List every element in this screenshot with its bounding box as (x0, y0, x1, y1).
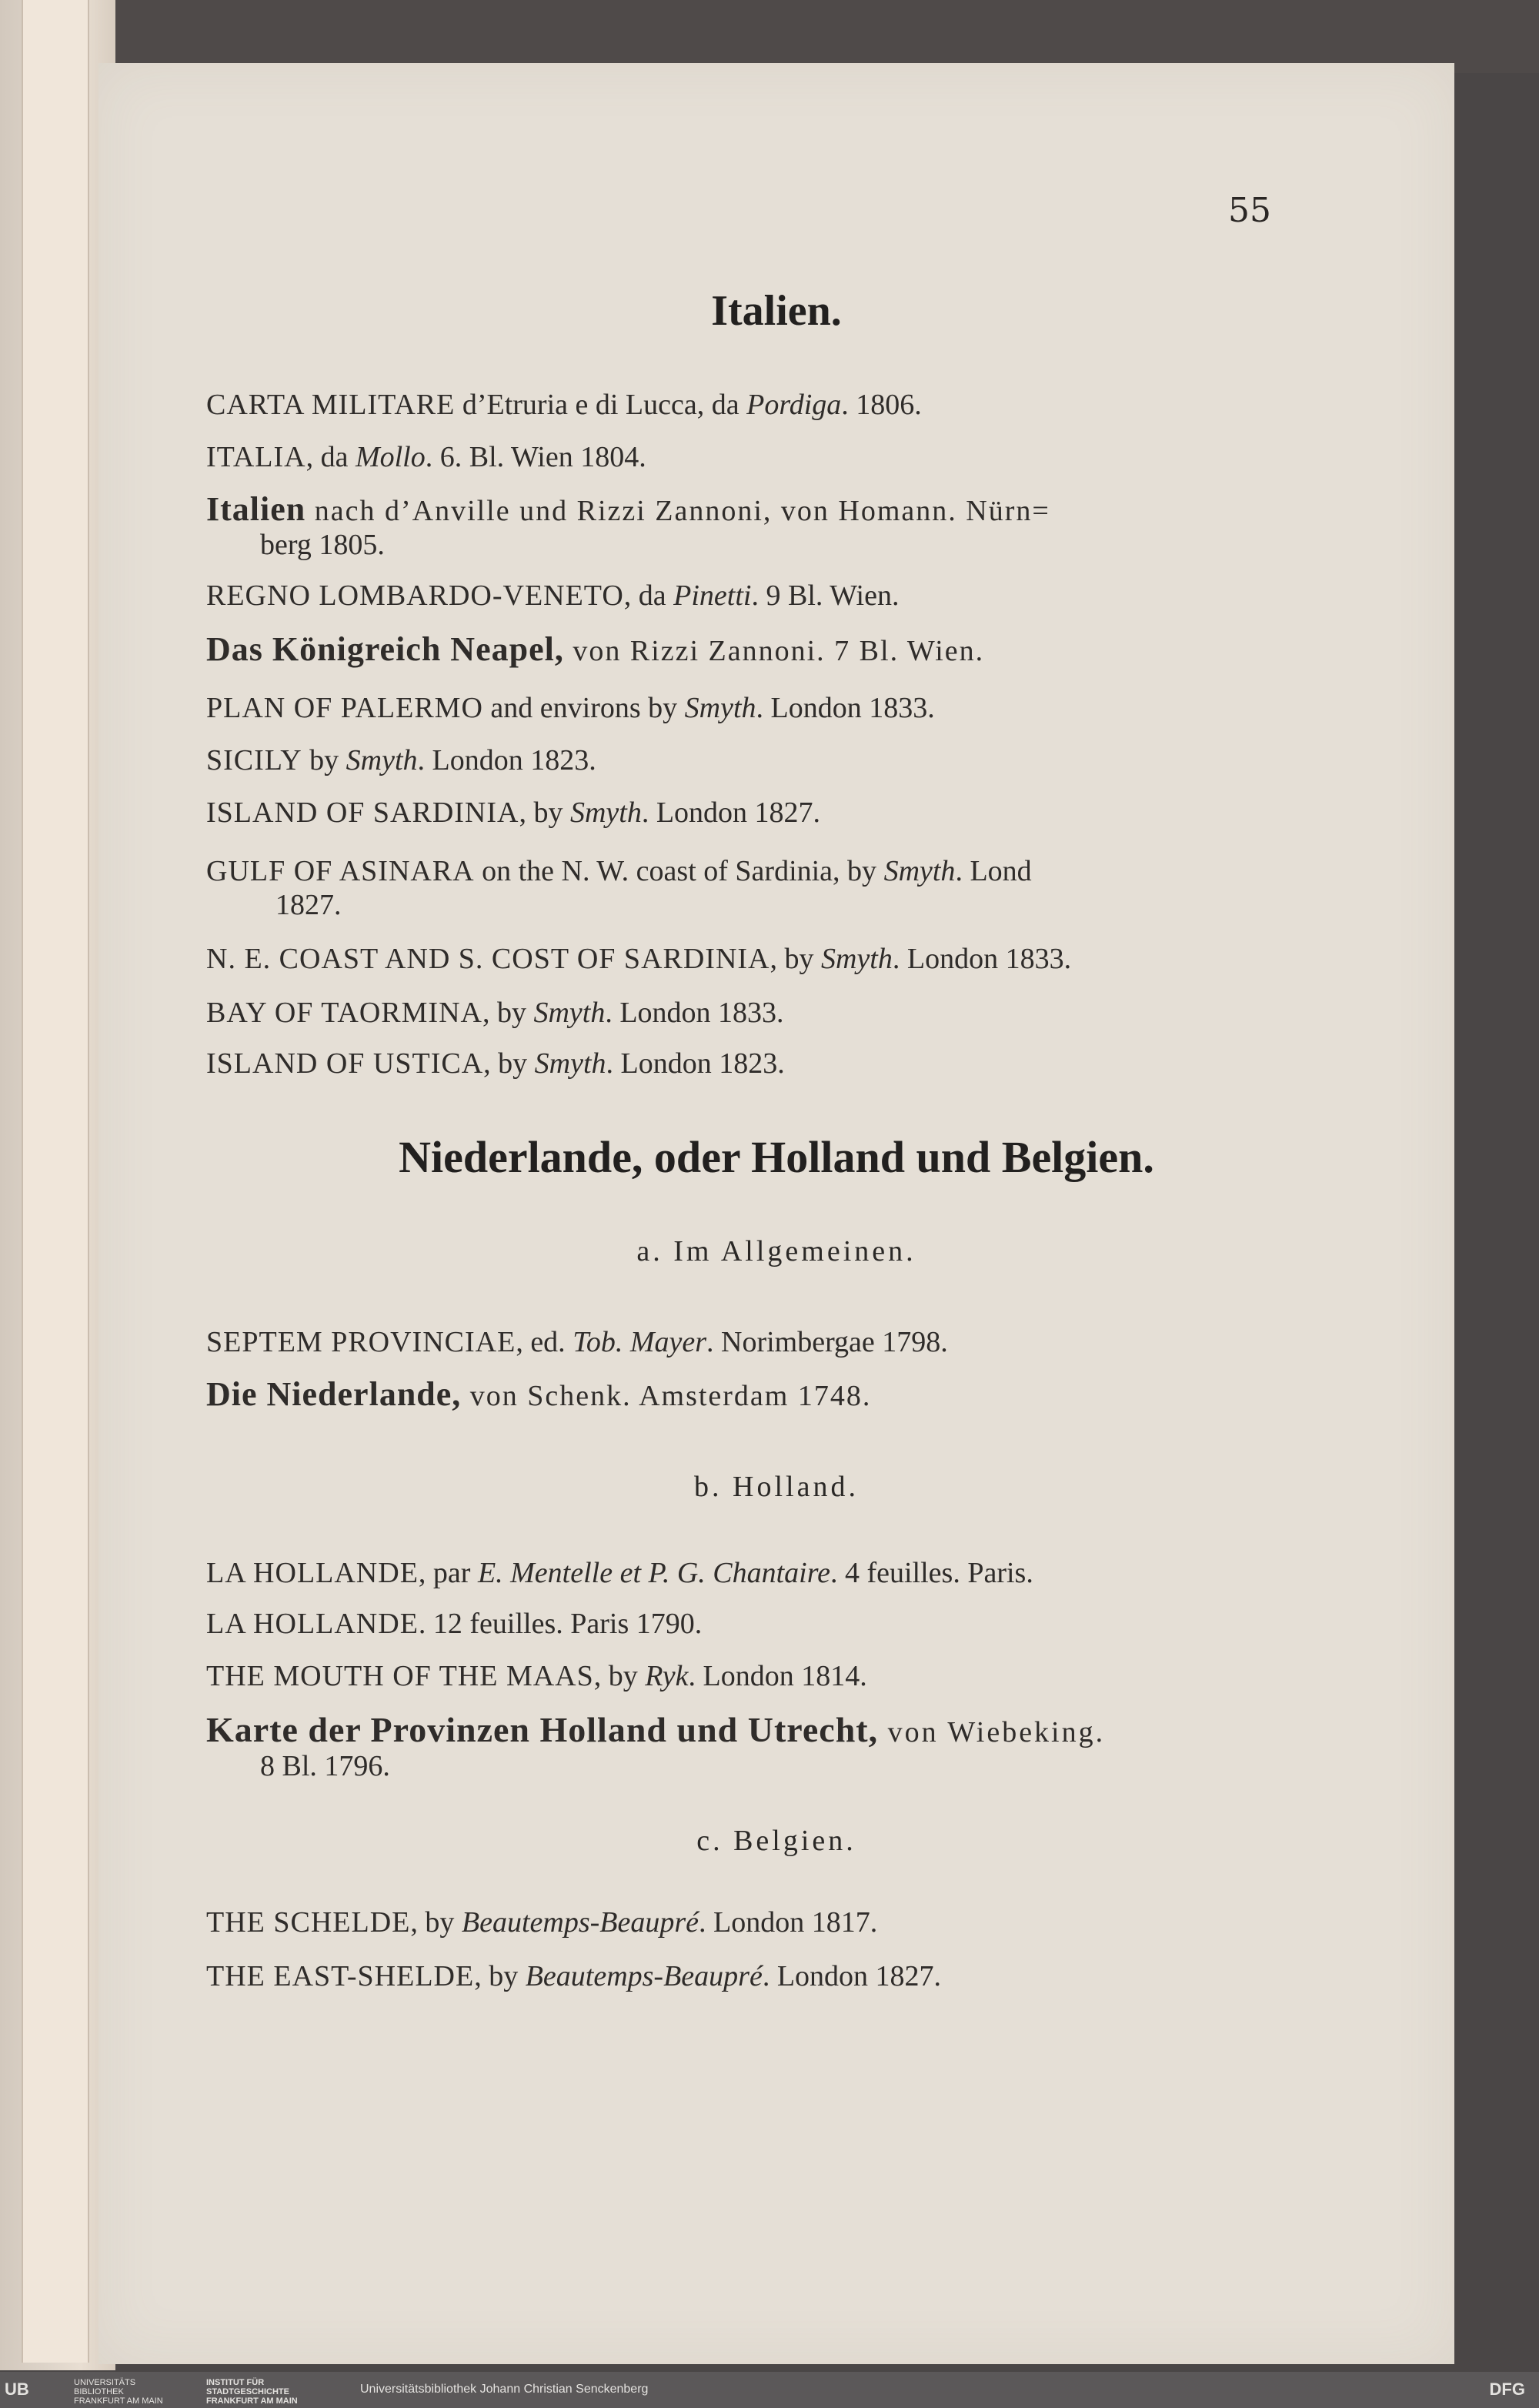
entry-text: , da (305, 441, 356, 473)
entry-text: nach d’Anville und Rizzi Zannoni, von Homann. Nürn= (305, 495, 1050, 527)
ub-logo-line: FRANKFURT AM MAIN (74, 2396, 163, 2406)
entry-sicily (206, 743, 1284, 777)
entry-text: by (302, 744, 346, 777)
ub-logo-text (74, 2378, 163, 2406)
entry-text: , by (519, 797, 570, 829)
entry-title: PLAN OF PALERMO (206, 692, 483, 724)
entry-the-schelde (206, 1905, 1284, 1939)
entry-title: REGNO LOMBARDO-VENETO (206, 579, 624, 612)
entry-author: Beautemps-Beaupré (461, 1906, 699, 1939)
entry-title: SEPTEM PROVINCIAE (206, 1326, 516, 1358)
entry-title: THE MOUTH OF THE MAAS (206, 1660, 594, 1692)
entry-title: ITALIA (206, 441, 306, 473)
entry-text: , ed. (516, 1326, 573, 1358)
entry-text: , by (482, 997, 534, 1029)
ub-logo-line: BIBLIOTHEK (74, 2387, 124, 2396)
library-name: Universitätsbibliothek Johann Christian Senckenberg (360, 2383, 649, 2396)
entry-title: LA HOLLANDE (206, 1557, 419, 1589)
entry-imprint: . 6. Bl. Wien 1804. (425, 441, 646, 473)
entry-ne-coast-sardinia (206, 942, 1284, 976)
entry-title: THE EAST-SHELDE (206, 1960, 475, 1992)
entry-author: Smyth (534, 1047, 606, 1080)
entry-imprint: . 4 feuilles. Paris. (830, 1557, 1033, 1589)
entry-continuation: 1827. (275, 889, 342, 921)
entry-title: SICILY (206, 744, 302, 777)
entry-imprint: . London 1833. (605, 997, 784, 1029)
section-title-italien: Italien. (711, 287, 842, 335)
entry-title: THE SCHELDE (206, 1906, 411, 1939)
institut-logo-text (206, 2378, 298, 2406)
entry-italia (206, 440, 1284, 474)
entry-text: , by (474, 1960, 526, 1992)
entry-la-hollande-1790 (206, 1607, 1284, 1641)
entry-title: LA HOLLANDE (206, 1608, 419, 1640)
entry-imprint: . London 1823. (417, 744, 596, 777)
entry-text: von Schenk. Amsterdam 1748. (461, 1380, 872, 1412)
entry-imprint: . London 1827. (641, 797, 821, 829)
entry-septem-provinciae (206, 1325, 1284, 1359)
institut-logo-line: STADTGESCHICHTE (206, 2387, 289, 2396)
entry-text: d’Etruria e di Lucca, da (455, 389, 747, 421)
entry-continuation: 8 Bl. 1796. (260, 1750, 390, 1782)
entry-imprint: . London 1814. (688, 1660, 867, 1692)
entry-title: CARTA MILITARE (206, 389, 456, 421)
entry-text: and environs by (482, 692, 685, 724)
dfg-logo: DFG (1489, 2380, 1525, 2399)
entry-mouth-of-the-maas (206, 1659, 1284, 1693)
entry-continuation: berg 1805. (260, 529, 385, 561)
entry-imprint: . 1806. (841, 389, 922, 421)
entry-author: Smyth (883, 855, 956, 887)
entry-title: Italien (206, 490, 306, 528)
entry-island-of-ustica (206, 1047, 1284, 1080)
entry-carta-militare (206, 388, 1284, 422)
entry-italien-homann (206, 490, 1284, 562)
entry-imprint: . Lond (955, 855, 1032, 887)
ub-logo-line: UNIVERSITÄTS (74, 2378, 136, 2387)
entry-gulf-of-asinara (206, 854, 1284, 922)
page-number: 55 (1228, 191, 1271, 230)
entry-imprint: . London 1817. (699, 1906, 878, 1939)
entry-title: Die Niederlande, (206, 1375, 462, 1413)
entry-title: ISLAND OF SARDINIA (206, 797, 519, 829)
entry-title: GULF OF ASINARA (206, 855, 475, 887)
entry-author: Smyth (821, 943, 893, 975)
entry-bay-of-taormina (206, 996, 1284, 1030)
entry-text: , by (593, 1660, 646, 1692)
left-page-strip (22, 0, 89, 2363)
entry-author: Mollo (355, 441, 426, 473)
entry-author: Smyth (684, 692, 756, 724)
entry-imprint: . London 1827. (762, 1960, 942, 1992)
entry-text: , da (623, 579, 674, 612)
entry-imprint: . London 1833. (756, 692, 935, 724)
entry-plan-of-palermo (206, 691, 1284, 725)
entry-author: Ryk (645, 1660, 689, 1692)
entry-imprint: . 9 Bl. Wien. (751, 579, 900, 612)
entry-imprint: . Norimbergae 1798. (706, 1326, 948, 1358)
section-title-niederlande: Niederlande, oder Holland und Belgien. (399, 1132, 1154, 1182)
ub-logo: UB (5, 2380, 29, 2399)
entry-author: Tob. Mayer (573, 1326, 707, 1358)
entry-imprint: . London 1833. (892, 943, 1072, 975)
entry-island-of-sardinia (206, 796, 1284, 830)
entry-koenigreich-neapel (206, 630, 1284, 668)
entry-author: Pordiga (746, 389, 842, 421)
entry-title: Karte der Provinzen Holland und Utrecht, (206, 1710, 879, 1749)
subsection-title-belgien: c. Belgien. (696, 1825, 856, 1857)
entry-title: Das Königreich Neapel, (206, 630, 564, 668)
entry-karte-provinzen-holland (206, 1710, 1284, 1783)
institut-logo-line: FRANKFURT AM MAIN (206, 2396, 298, 2406)
entry-text: , par (418, 1557, 478, 1589)
entry-title: N. E. COAST AND S. COST OF SARDINIA (206, 943, 770, 975)
entry-author: E. Mentelle et P. G. Chantaire (477, 1557, 830, 1589)
entry-author: Smyth (346, 744, 418, 777)
entry-text: von Rizzi Zannoni. 7 Bl. Wien. (563, 635, 985, 667)
entry-die-niederlande (206, 1375, 1284, 1413)
entry-author: Beautemps-Beaupré (525, 1960, 763, 1992)
entry-la-hollande-mentelle (206, 1556, 1284, 1590)
entry-text: . 12 feuilles. Paris 1790. (418, 1608, 703, 1640)
entry-author: Smyth (533, 997, 606, 1029)
entry-text: , by (770, 943, 821, 975)
entry-regno-lombardo (206, 579, 1284, 613)
entry-text: , by (410, 1906, 462, 1939)
entry-text: on the N. W. coast of Sardinia, by (474, 855, 884, 887)
viewer-footer-bar (0, 2372, 1539, 2408)
entry-author: Smyth (569, 797, 642, 829)
entry-the-east-shelde (206, 1959, 1284, 1993)
entry-text: , by (483, 1047, 535, 1080)
subsection-title-holland: b. Holland. (694, 1471, 859, 1503)
entry-imprint: . London 1823. (606, 1047, 785, 1080)
subsection-title-allgemeinen: a. Im Allgemeinen. (636, 1235, 916, 1267)
scan-background (0, 0, 1539, 73)
entry-text: von Wiebeking. (878, 1716, 1106, 1748)
entry-author: Pinetti (673, 579, 752, 612)
entry-title: ISLAND OF USTICA (206, 1047, 484, 1080)
entry-title: BAY OF TAORMINA (206, 997, 482, 1029)
institut-logo-line: INSTITUT FÜR (206, 2378, 265, 2387)
